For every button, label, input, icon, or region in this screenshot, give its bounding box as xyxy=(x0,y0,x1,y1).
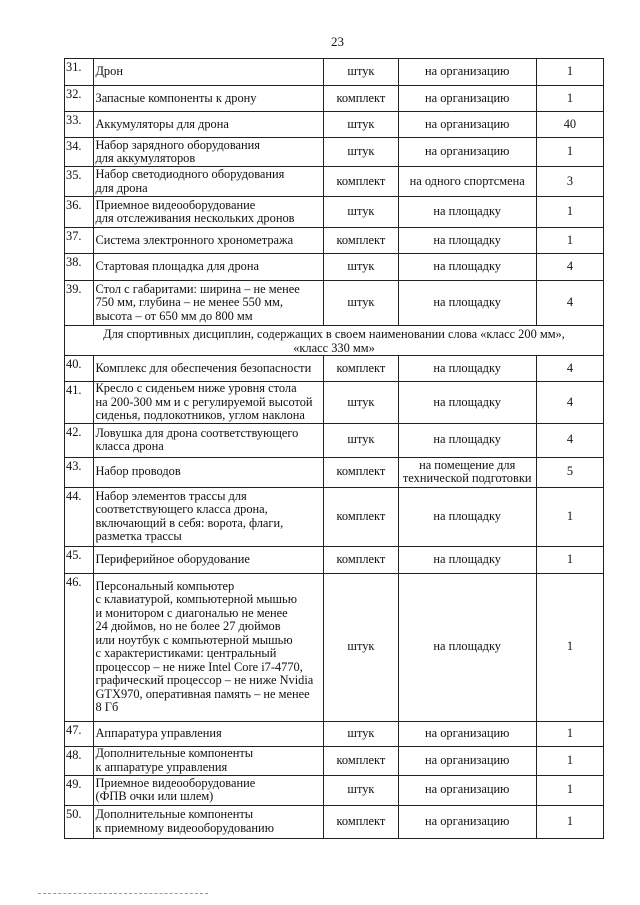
item-quantity: 4 xyxy=(536,356,603,382)
table-row xyxy=(65,59,604,86)
item-allocation: на площадку xyxy=(398,356,536,382)
item-name: Набор проводов xyxy=(94,457,324,487)
item-number: 37. xyxy=(65,228,94,254)
item-number: 49. xyxy=(65,775,94,805)
table-row xyxy=(65,487,604,546)
item-number: 44. xyxy=(65,487,94,546)
item-quantity: 1 xyxy=(536,86,603,112)
item-quantity: 4 xyxy=(536,254,603,281)
item-quantity: 1 xyxy=(536,228,603,254)
item-unit: комплект xyxy=(324,86,398,112)
item-quantity: 1 xyxy=(536,721,603,746)
item-unit: штук xyxy=(324,775,398,805)
table-row xyxy=(65,721,604,746)
item-allocation: на организацию xyxy=(398,112,536,138)
item-allocation: на площадку xyxy=(398,382,536,424)
item-allocation: на площадку xyxy=(398,573,536,721)
item-allocation: на организацию xyxy=(398,805,536,838)
item-allocation: на организацию xyxy=(398,775,536,805)
scan-edge-line xyxy=(38,893,208,894)
item-quantity: 1 xyxy=(536,573,603,721)
item-name: Приемное видеооборудование для отслеживания нескольких дронов xyxy=(94,197,324,228)
item-quantity: 5 xyxy=(536,457,603,487)
item-number: 46. xyxy=(65,573,94,721)
item-number: 32. xyxy=(65,86,94,112)
item-name: Ловушка для дрона соответствующего класса дрона xyxy=(94,423,324,457)
item-number: 39. xyxy=(65,281,94,326)
section-header-row xyxy=(65,326,604,356)
item-name: Набор светодиодного оборудования для дрона xyxy=(94,167,324,197)
item-unit: комплект xyxy=(324,228,398,254)
table-row xyxy=(65,281,604,326)
item-allocation: на организацию xyxy=(398,138,536,167)
table-row xyxy=(65,805,604,838)
table-row xyxy=(65,382,604,424)
item-number: 34. xyxy=(65,138,94,167)
item-number: 31. xyxy=(65,59,94,86)
item-unit: штук xyxy=(324,382,398,424)
item-allocation: на организацию xyxy=(398,721,536,746)
item-unit: комплект xyxy=(324,356,398,382)
item-allocation: на помещение для технической подготовки xyxy=(398,457,536,487)
table-row xyxy=(65,356,604,382)
item-allocation: на площадку xyxy=(398,487,536,546)
item-name: Система электронного хронометража xyxy=(94,228,324,254)
item-unit: штук xyxy=(324,112,398,138)
table-row xyxy=(65,86,604,112)
item-number: 35. xyxy=(65,167,94,197)
item-unit: комплект xyxy=(324,487,398,546)
item-number: 42. xyxy=(65,423,94,457)
item-unit: штук xyxy=(324,721,398,746)
item-number: 38. xyxy=(65,254,94,281)
item-quantity: 4 xyxy=(536,382,603,424)
item-number: 47. xyxy=(65,721,94,746)
table-row xyxy=(65,423,604,457)
item-name: Запасные компоненты к дрону xyxy=(94,86,324,112)
item-name: Дополнительные компоненты к аппаратуре управления xyxy=(94,746,324,775)
item-unit: штук xyxy=(324,423,398,457)
table-row xyxy=(65,167,604,197)
item-quantity: 4 xyxy=(536,423,603,457)
item-quantity: 1 xyxy=(536,775,603,805)
section-title: Для спортивных дисциплин, содержащих в своем наименовании слова «класс 200 мм», «класс 330 мм» xyxy=(65,326,604,356)
item-quantity: 40 xyxy=(536,112,603,138)
item-number: 50. xyxy=(65,805,94,838)
item-quantity: 4 xyxy=(536,281,603,326)
item-quantity: 1 xyxy=(536,59,603,86)
item-unit: комплект xyxy=(324,746,398,775)
table-row xyxy=(65,746,604,775)
item-allocation: на площадку xyxy=(398,254,536,281)
table-row xyxy=(65,775,604,805)
item-allocation: на площадку xyxy=(398,281,536,326)
item-unit: штук xyxy=(324,138,398,167)
item-number: 48. xyxy=(65,746,94,775)
page-number: 23 xyxy=(331,34,344,49)
equipment-table xyxy=(64,58,604,839)
item-number: 33. xyxy=(65,112,94,138)
item-quantity: 1 xyxy=(536,487,603,546)
item-number: 45. xyxy=(65,546,94,573)
table-row xyxy=(65,138,604,167)
item-name: Комплекс для обеспечения безопасности xyxy=(94,356,324,382)
item-name: Дополнительные компоненты к приемному видеооборудованию xyxy=(94,805,324,838)
item-name: Персональный компьютер с клавиатурой, компьютерной мышью и монитором с диагональю не менее 24 дюймов, но не более 27 дюймов или ноутбук с компьютерной мышью с характеристиками: центральный процессор – не ниже Intel Core i7-4770, графический процессор – не ниже Nvidia GTX970, оперативная память – не менее 8 Гб xyxy=(94,573,324,721)
item-allocation: на площадку xyxy=(398,228,536,254)
table-row xyxy=(65,546,604,573)
item-unit: штук xyxy=(324,254,398,281)
item-allocation: на площадку xyxy=(398,197,536,228)
item-unit: штук xyxy=(324,573,398,721)
item-name: Аккумуляторы для дрона xyxy=(94,112,324,138)
table-row xyxy=(65,573,604,721)
item-unit: комплект xyxy=(324,457,398,487)
item-allocation: на площадку xyxy=(398,423,536,457)
table-row xyxy=(65,228,604,254)
table-row xyxy=(65,112,604,138)
item-unit: штук xyxy=(324,281,398,326)
item-name: Стол с габаритами: ширина – не менее 750 мм, глубина – не менее 550 мм, высота – от 650 мм до 800 мм xyxy=(94,281,324,326)
item-quantity: 1 xyxy=(536,546,603,573)
item-number: 41. xyxy=(65,382,94,424)
item-unit: комплект xyxy=(324,546,398,573)
item-name: Приемное видеооборудование (ФПВ очки или шлем) xyxy=(94,775,324,805)
item-name: Дрон xyxy=(94,59,324,86)
table-row xyxy=(65,197,604,228)
item-quantity: 1 xyxy=(536,746,603,775)
item-allocation: на организацию xyxy=(398,746,536,775)
item-name: Набор зарядного оборудования для аккумуляторов xyxy=(94,138,324,167)
item-number: 43. xyxy=(65,457,94,487)
item-allocation: на организацию xyxy=(398,59,536,86)
item-unit: комплект xyxy=(324,167,398,197)
item-quantity: 1 xyxy=(536,138,603,167)
item-unit: комплект xyxy=(324,805,398,838)
table-row xyxy=(65,254,604,281)
item-name: Кресло с сиденьем ниже уровня стола на 200-300 мм и с регулируемой высотой сиденья, подлокотников, углом наклона xyxy=(94,382,324,424)
item-number: 36. xyxy=(65,197,94,228)
item-quantity: 1 xyxy=(536,197,603,228)
item-name: Стартовая площадка для дрона xyxy=(94,254,324,281)
item-quantity: 1 xyxy=(536,805,603,838)
item-name: Периферийное оборудование xyxy=(94,546,324,573)
item-unit: штук xyxy=(324,197,398,228)
item-quantity: 3 xyxy=(536,167,603,197)
item-allocation: на площадку xyxy=(398,546,536,573)
item-number: 40. xyxy=(65,356,94,382)
table-row xyxy=(65,457,604,487)
item-allocation: на одного спортсмена xyxy=(398,167,536,197)
item-name: Аппаратура управления xyxy=(94,721,324,746)
item-allocation: на организацию xyxy=(398,86,536,112)
item-unit: штук xyxy=(324,59,398,86)
item-name: Набор элементов трассы для соответствующего класса дрона, включающий в себя: ворота, флаги, разметка трассы xyxy=(94,487,324,546)
